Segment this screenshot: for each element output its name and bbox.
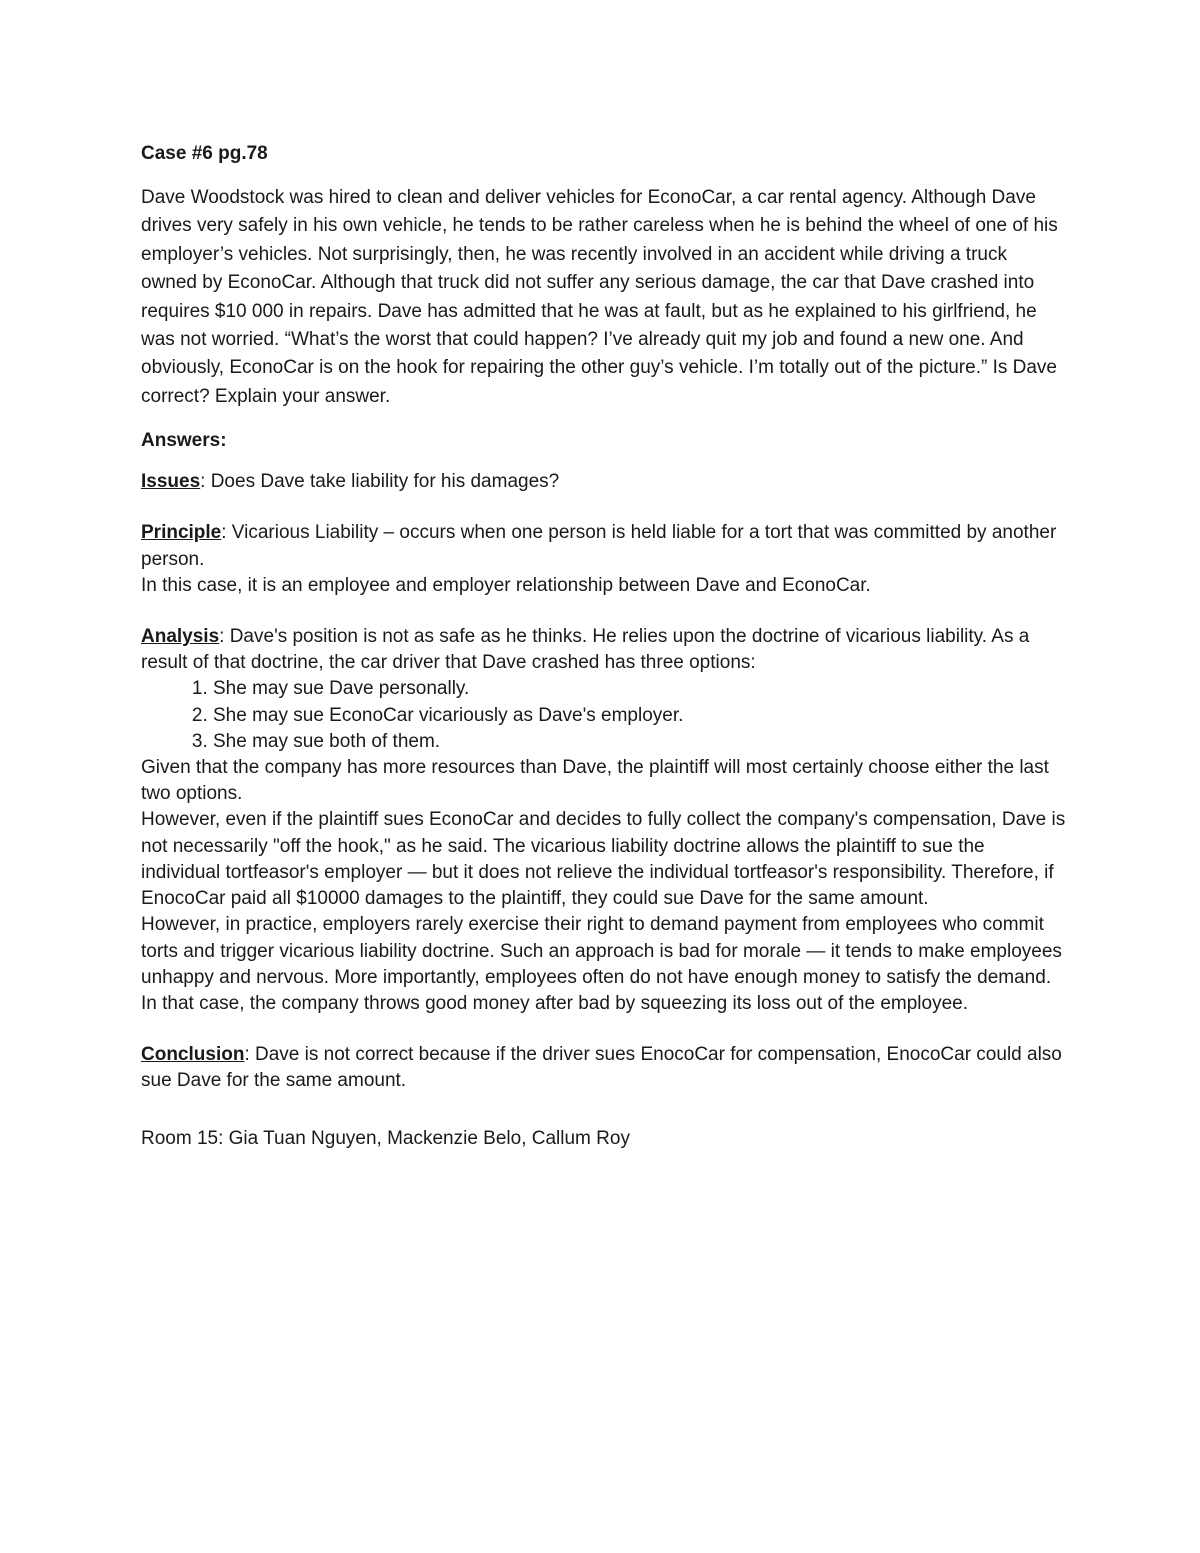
principle-section bbox=[141, 520, 1066, 599]
list-item: 1. She may sue Dave personally. bbox=[213, 676, 1066, 702]
issues-label: Issues bbox=[141, 471, 201, 493]
analysis-text: : Dave's position is not as safe as he thinks. He relies upon the doctrine of vicarious liability. As a result of that doctrine, the car driver that Dave crashed has three options: bbox=[141, 626, 1030, 674]
principle-followup: In this case, it is an employee and employer relationship between Dave and EconoCar. bbox=[141, 574, 871, 596]
room-members: Room 15: Gia Tuan Nguyen, Mackenzie Belo, Callum Roy bbox=[141, 1127, 630, 1149]
case-prompt: Dave Woodstock was hired to clean and deliver vehicles for EconoCar, a car rental agency. Although Dave drives very safely in his own vehicle, he tends to be rather careless when he is behind the wheel of one of his employer’s vehicles. Not surprisingly, then, he was recently involved in an accident while driving a truck owned by EconoCar. Although that truck did not suffer any serious damage, the car that Dave crashed into requires $10 000 in repairs. Dave has admitted that he was at fault, but as he explained to his girlfriend, he was not worried. “What’s the worst that could happen? I’ve already quit my job and found a new one. And obviously, EconoCar is on the hook for repairing the other guy’s vehicle. I’m totally out of the picture.” Is Dave correct? Explain your answer. bbox=[141, 187, 1058, 407]
principle-text: : Vicarious Liability – occurs when one person is held liable for a tort that was committed by another person. bbox=[141, 522, 1057, 570]
analysis-label: Analysis bbox=[141, 626, 220, 648]
conclusion-section bbox=[141, 1042, 1066, 1094]
issues-section bbox=[141, 469, 1066, 495]
list-item: 2. She may sue EconoCar vicariously as Dave's employer. bbox=[213, 703, 1066, 729]
issues-text: : Does Dave take liability for his damages? bbox=[200, 471, 560, 493]
analysis-paragraph: However, even if the plaintiff sues EconoCar and decides to fully collect the company's compensation, Dave is not necessarily "off the hook," as he said. The vicarious liability doctrine allows the plaintiff to sue the individual tortfeasor's employer — but it does not relieve the individual tortfeasor's responsibility. Therefore, if EnocoCar paid all $10000 damages to the plaintiff, they could sue Dave for the same amount. bbox=[141, 809, 1066, 910]
answers-heading: Answers: bbox=[141, 430, 227, 452]
conclusion-text: : Dave is not correct because if the driver sues EnocoCar for compensation, EnocoCar could also sue Dave for the same amount. bbox=[141, 1044, 1062, 1092]
analysis-paragraph: However, in practice, employers rarely exercise their right to demand payment from employees who commit torts and trigger vicarious liability doctrine. Such an approach is bad for morale — it tends to make employees unhappy and nervous. More importantly, employees often do not have enough money to satisfy the demand. In that case, the company throws good money after bad by squeezing its loss out of the employee. bbox=[141, 914, 1062, 1014]
case-title: Case #6 pg.78 bbox=[141, 143, 268, 164]
list-item: 3. She may sue both of them. bbox=[213, 729, 1066, 755]
document-page bbox=[141, 140, 1066, 1153]
analysis-paragraph: Given that the company has more resources than Dave, the plaintiff will most certainly choose either the last two options. bbox=[141, 757, 1049, 805]
options-list bbox=[141, 676, 1066, 755]
principle-label: Principle bbox=[141, 522, 222, 544]
analysis-section bbox=[141, 624, 1066, 1017]
conclusion-label: Conclusion bbox=[141, 1044, 245, 1066]
